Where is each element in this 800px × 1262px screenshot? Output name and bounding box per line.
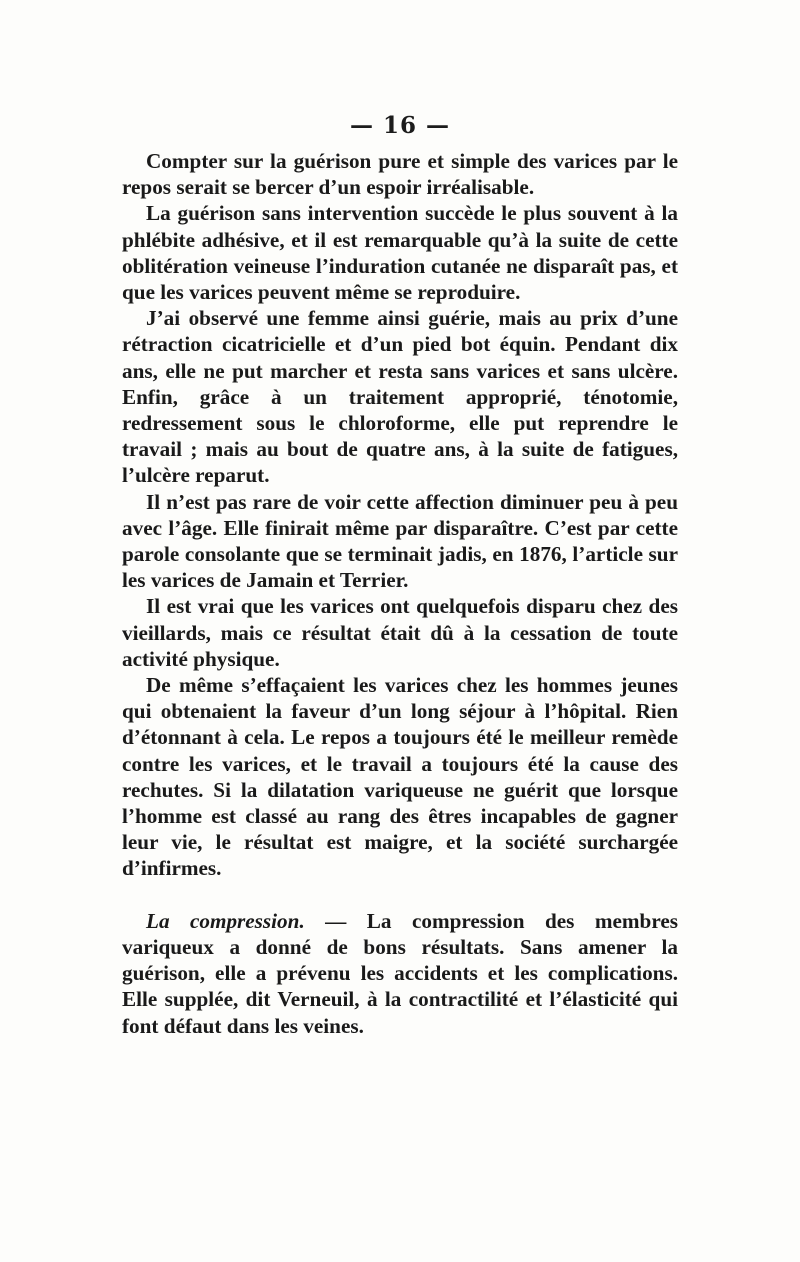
- section-text: La compression des membres variqueux a donné de bons résultats. Sans amener la guérison, elle a prévenu les accidents et les complications. Elle supplée, dit Verneuil, à la contractilité et l’élasticité qui font défaut dans les veines.: [122, 908, 679, 1038]
- page-number: — 16 —: [349, 112, 451, 139]
- paragraph-5: Il est vrai que les varices ont quelquefois disparu chez des vieillards, mais ce résultat était dû à la cessation de toute activité physique.: [122, 594, 678, 671]
- paragraph-1: Compter sur la guérison pure et simple des varices par le repos serait se bercer d’un espoir irréalisable.: [122, 149, 678, 200]
- section-title: La compression.: [146, 908, 305, 933]
- paragraph-2: La guérison sans intervention succède le plus souvent à la phlébite adhésive, et il est remarquable qu’à la suite de cette oblitération veineuse l’induration cutanée ne disparaît pas, et que les varices peuvent même se reproduire.: [122, 201, 678, 305]
- body-text: [122, 148, 678, 1039]
- section-compression: [122, 908, 678, 1039]
- paragraph-4: Il n’est pas rare de voir cette affection diminuer peu à peu avec l’âge. Elle finirait même par disparaître. C’est par cette parole consolante que se terminait jadis, en 1876, l’article sur les varices de Jamain et Terrier.: [122, 489, 678, 593]
- paragraph-6: De même s’effaçaient les varices chez les hommes jeunes qui obtenaient la faveur d’un long séjour à l’hôpital. Rien d’étonnant à cela. Le repos a toujours été le meilleur remède contre les varices, et le travail a toujours été la cause des rechutes. Si la dilatation variqueuse ne guérit que lorsque l’homme est classé au rang des êtres incapables de gagner leur vie, le résultat est maigre, et la société surchargée d’infirmes.: [122, 673, 678, 881]
- section-dash: —: [304, 908, 367, 933]
- paragraph-3: J’ai observé une femme ainsi guérie, mais au prix d’une rétraction cicatricielle et d’un pied bot équin. Pendant dix ans, elle ne put marcher et resta sans varices et sans ulcère. Enfin, grâce à un traitement approprié, ténotomie, redressement sous le chloroforme, elle put reprendre le travail ; mais au bout de quatre ans, à la suite de fatigues, l’ulcère reparut.: [122, 306, 678, 488]
